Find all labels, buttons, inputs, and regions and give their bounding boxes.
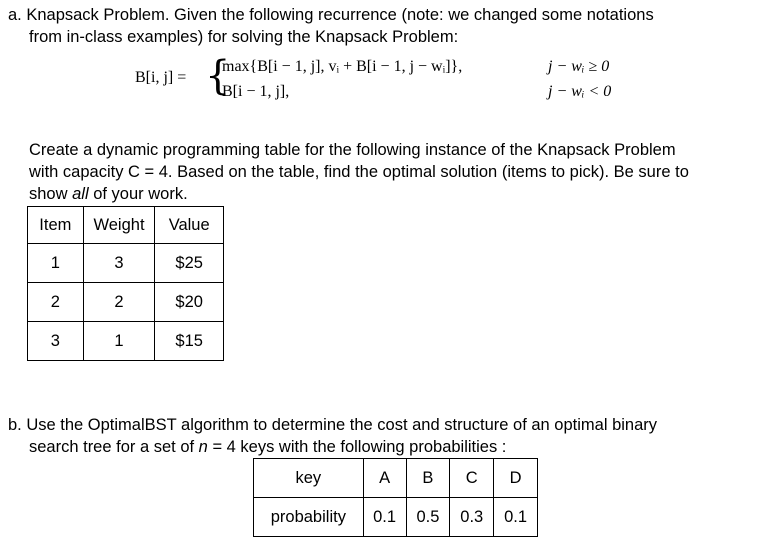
para-3-prefix: show (29, 185, 73, 203)
probability-table (253, 458, 538, 537)
formula-brace: { (205, 53, 231, 99)
part-a-para-2: with capacity C = 4. Based on the table, find the optimal solution (items to pick). Be sure to (29, 163, 689, 181)
probability-cell: 0.1 (363, 498, 406, 537)
line-2-suffix: = 4 keys with the following probabilities : (207, 438, 507, 456)
part-a-para-1: Create a dynamic programming table for the following instance of the Knapsack Problem (29, 141, 676, 159)
cell-weight: 3 (83, 244, 155, 283)
key-cell: A (363, 459, 406, 498)
header-value: Value (155, 207, 224, 244)
cell-value: $15 (155, 322, 224, 361)
knapsack-table (27, 206, 224, 361)
line-2-n: n (198, 438, 208, 456)
key-row (254, 459, 538, 498)
probability-label: probability (254, 498, 364, 537)
line-2-prefix: search tree for a set of (29, 438, 199, 456)
table-row (28, 244, 224, 283)
para-3-suffix: of your work. (88, 185, 188, 203)
cell-weight: 1 (83, 322, 155, 361)
part-b-line-1: b. Use the OptimalBST algorithm to determine the cost and structure of an optimal binary (8, 416, 658, 434)
formula-case2-cond: j − wᵢ < 0 (548, 83, 612, 100)
part-a-para-3 (29, 184, 188, 204)
table-row (28, 322, 224, 361)
probability-cell: 0.5 (406, 498, 450, 537)
part-b-line-2 (29, 437, 506, 457)
formula-case2-expr: B[i − 1, j], (222, 83, 290, 100)
key-label: key (254, 459, 364, 498)
para-3-emphasis: all (72, 185, 89, 203)
formula-case1-cond: j − wᵢ ≥ 0 (548, 58, 610, 75)
cell-value: $20 (155, 283, 224, 322)
probability-cell: 0.3 (450, 498, 494, 537)
cell-item: 2 (28, 283, 84, 322)
part-a-line-2: from in-class examples) for solving the Knapsack Problem: (29, 28, 459, 46)
cell-weight: 2 (83, 283, 155, 322)
cell-item: 1 (28, 244, 84, 283)
formula-case1-expr: max{B[i − 1, j], vᵢ + B[i − 1, j − wᵢ]}, (222, 58, 463, 75)
cell-item: 3 (28, 322, 84, 361)
formula-lhs: B[i, j] = (135, 69, 187, 86)
probability-cell: 0.1 (494, 498, 538, 537)
key-cell: B (406, 459, 450, 498)
cell-value: $25 (155, 244, 224, 283)
part-a-line-1: a. Knapsack Problem. Given the following recurrence (note: we changed some notations (8, 6, 654, 24)
table-row (28, 283, 224, 322)
key-cell: D (494, 459, 538, 498)
table-header-row (28, 207, 224, 244)
header-item: Item (28, 207, 84, 244)
probability-row (254, 498, 538, 537)
header-weight: Weight (83, 207, 155, 244)
key-cell: C (450, 459, 494, 498)
